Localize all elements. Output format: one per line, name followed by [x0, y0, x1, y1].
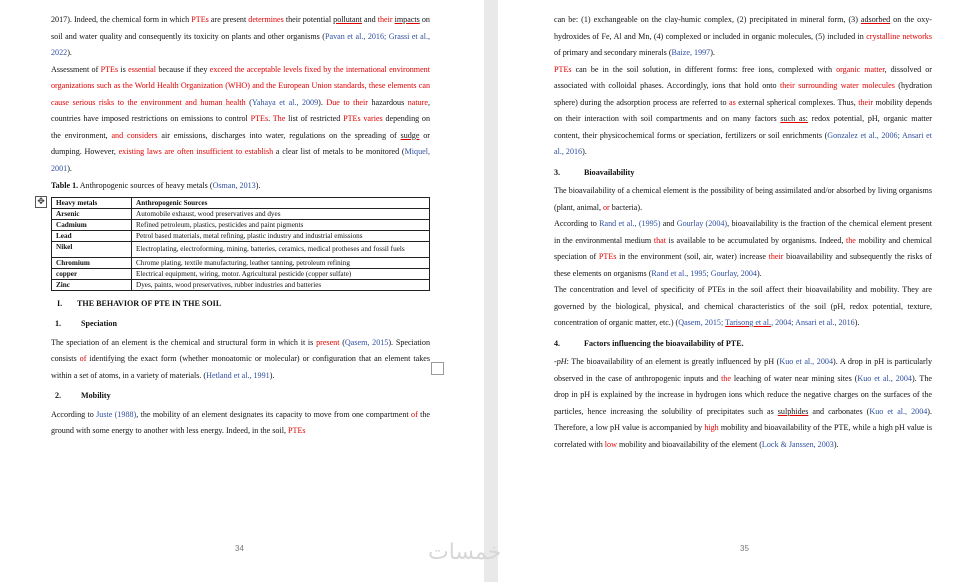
- table-header-row: [52, 197, 430, 208]
- table-cell: copper: [52, 268, 132, 279]
- table-resize-handle[interactable]: [431, 362, 444, 375]
- citation: Kuo et al., 2004: [857, 373, 912, 383]
- citation: Tarisong et al.: [725, 318, 772, 327]
- table-row: [52, 219, 430, 230]
- page-gutter: [484, 0, 498, 582]
- paragraph: According to Rand et al., (1995) and Gourlay (2004), bioavailability is the fraction of the chemical element present in the environmental medium that is available to be accumulated by organisms. Indeed, the mobility and chemical speciation of PTEs in the environment (soil, air, water) increase their bioavailability and subsequently the risks of these elements on organisms (Rand et al., 1995; Gourlay, 2004).: [554, 219, 933, 278]
- table-row: [52, 208, 430, 219]
- page-number: 35: [740, 544, 749, 553]
- citation: Gourlay (2004): [676, 219, 728, 228]
- paragraph: The bioavailability of a chemical element is the possibility of being assimilated and/or absorbed by living organisms (plant, animal, or bacteria).: [554, 186, 932, 212]
- citation: Baize, 1997: [671, 48, 711, 57]
- table-cell: Automobile exhaust, wood preservatives and dyes: [132, 208, 430, 219]
- column-header: Anthropogenic Sources: [132, 197, 430, 208]
- page-34: [0, 0, 484, 582]
- citation: Pavan et al., 2016; Grassi et al., 2022: [51, 31, 430, 57]
- citation: Hetland et al., 1991: [206, 370, 270, 380]
- section-heading: 2. Mobility: [55, 391, 111, 400]
- paragraph: PTEs can be in the soil solution, in different forms: free ions, complexed with organic matter, dissolved or associated with colloidal phases. Accordingly, ions that hold onto their surrounding water molecules (hydration sphere) during the adsorption process are referred to as external spherical complexes. Thus, their mobility depends on their interaction with soil compartments and on many factors such as: redox potential, pH, organic matter content, their physicochemical forms or speciation, fertilizers or soil enrichments (Gonzalez et al., 2006; Ansari et al., 2016).: [554, 64, 933, 156]
- table-row: [52, 257, 430, 268]
- citation: Rand et al., (1995): [599, 219, 661, 228]
- citation: Rand et al., 1995; Gourlay, 2004: [651, 268, 757, 278]
- page-number: 34: [235, 544, 244, 553]
- table-cell: Petrol based materials, metal refining, plastic industry and industrial emissions: [132, 230, 430, 241]
- citation: Yahaya et al., 2009: [251, 97, 319, 107]
- page-right-body: [554, 12, 932, 453]
- table-cell: Arsenic: [52, 208, 132, 219]
- section-heading: 1. Speciation: [55, 319, 117, 328]
- citation: Gonzalez et al., 2006; Ansari et al., 2016: [554, 130, 932, 156]
- page-left-body: [51, 12, 430, 440]
- table-move-handle-icon[interactable]: ✥: [35, 196, 47, 208]
- paragraph: -pH: The bioavailability of an element is greatly influenced by pH (Kuo et al., 2004). A drop in pH is particularly observed in the case of anthropogenic inputs and the leaching of water near mining sites (Kuo et al., 2004). The drop in pH is explained by the increase in hydrogen ions which reduce the negative charges on the surfaces of the particles, hence increasing the solubility of precipitates such as sulphides and carbonates (Kuo et al., 2004). Therefore, a low pH value is accompanied by high mobility and bioavailability of the PTE, while a high pH value is correlated with low mobility and bioavailability of the element (Lock & Janssen, 2003).: [554, 357, 933, 449]
- citation: Kuo et al., 2004: [869, 406, 928, 416]
- table-cell: Dyes, paints, wood preservatives, rubber industries and batteries: [132, 279, 430, 290]
- section-heading: I. THE BEHAVIOR OF PTE IN THE SOIL: [57, 298, 222, 308]
- citation: Juste (1988): [96, 409, 137, 419]
- paragraph: can be: (1) exchangeable on the clay-humic complex, (2) precipitated in mineral form, (3) adsorbed on the oxy-hydroxides of Fe, Al and Mn, (4) complexed or included in organic molecules, (5) included in crystalline networks of primary and secondary minerals (Baize, 1997).: [554, 15, 932, 57]
- table-row: [52, 230, 430, 241]
- table-cell: Electroplating, electroforming, mining, batteries, ceramics, medical protheses and fossil fuels: [132, 241, 430, 257]
- table-cell: Nikel: [52, 241, 132, 257]
- paragraph: The speciation of an element is the chemical and structural form in which it is present (Qasem, 2015). Speciation consists of identifying the exact form (whether monoatomic or molecular) or configuration that an element takes within a set of atoms, in a variety of materials. (Hetland et al., 1991).: [51, 337, 430, 380]
- table-cell: Refined petroleum, plastics, pesticides and paint pigments: [132, 219, 430, 230]
- section-heading: 3. Bioavailability: [554, 167, 635, 177]
- citation: Qasem, 2015;: [678, 318, 726, 327]
- table-row: [52, 241, 430, 257]
- table-cell: Electrical equipment, wiring, motor. Agricultural pesticide (copper sulfate): [132, 268, 430, 279]
- citation: Lock & Janssen, 2003: [761, 439, 834, 449]
- table-caption: Table 1. Anthropogenic sources of heavy metals (Osman, 2013).: [51, 181, 261, 190]
- table-cell: Zinc: [52, 279, 132, 290]
- citation: Qasem, 2015: [344, 337, 389, 347]
- page-35: [498, 0, 974, 582]
- watermark-logo: خمسات: [428, 540, 502, 565]
- citation: Osman, 2013: [212, 181, 256, 190]
- table-cell: Lead: [52, 230, 132, 241]
- table-cell: Chromium: [52, 257, 132, 268]
- paragraph: According to Juste (1988), the mobility of an element designates its capacity to move from one compartment of the ground with some energy to another with less energy. Indeed, in the soil, PTEs: [51, 409, 430, 435]
- section-heading: 4. Factors influencing the bioavailability of PTE.: [554, 338, 744, 348]
- table-row: [52, 279, 430, 290]
- citation: Kuo et al., 2004: [779, 357, 833, 366]
- citation: Miquel, 2001: [51, 147, 430, 173]
- table-cell: Chrome plating, textile manufacturing, leather tanning, petroleum refining: [132, 257, 430, 268]
- heavy-metals-table: [51, 197, 430, 291]
- table-cell: Cadmium: [52, 219, 132, 230]
- paragraph: Assessment of PTEs is essential because if they exceed the acceptable levels fixed by the international environment organizations such as the World Health Organization (WHO) and the European Union standards, these elements can cause serious risks to the environment and human health (Yahaya et al., 2009). Due to their hazardous nature, countries have imposed restrictions on emissions to control PTEs. The list of restricted PTEs varies depending on the environment, and considers air emissions, discharges into water, regulations on the spreading of sudge or dumping. However, existing laws are often insufficient to establish a clear list of metals to be monitored (Miquel, 2001).: [51, 64, 431, 173]
- paragraph: The concentration and level of specificity of PTEs in the soil affect their bioavailability and mobility. They are governed by the biological, physical, and chemical characteristics of the soil (pH, redox potential, texture, concentration of organic matter, etc.) (Qasem, 2015; Tarisong et al., 2004; Ansari et al., 2016).: [554, 285, 932, 327]
- citation: , 2004; Ansari et al., 2016: [771, 318, 855, 327]
- column-header: Heavy metals: [52, 197, 132, 208]
- paragraph: 2017). Indeed, the chemical form in which PTEs are present determines their potential pollutant and their impacts on soil and water quality and consequently its toxicity on plants and other organisms (Pavan et al., 2016; Grassi et al., 2022).: [51, 15, 430, 57]
- table-row: [52, 268, 430, 279]
